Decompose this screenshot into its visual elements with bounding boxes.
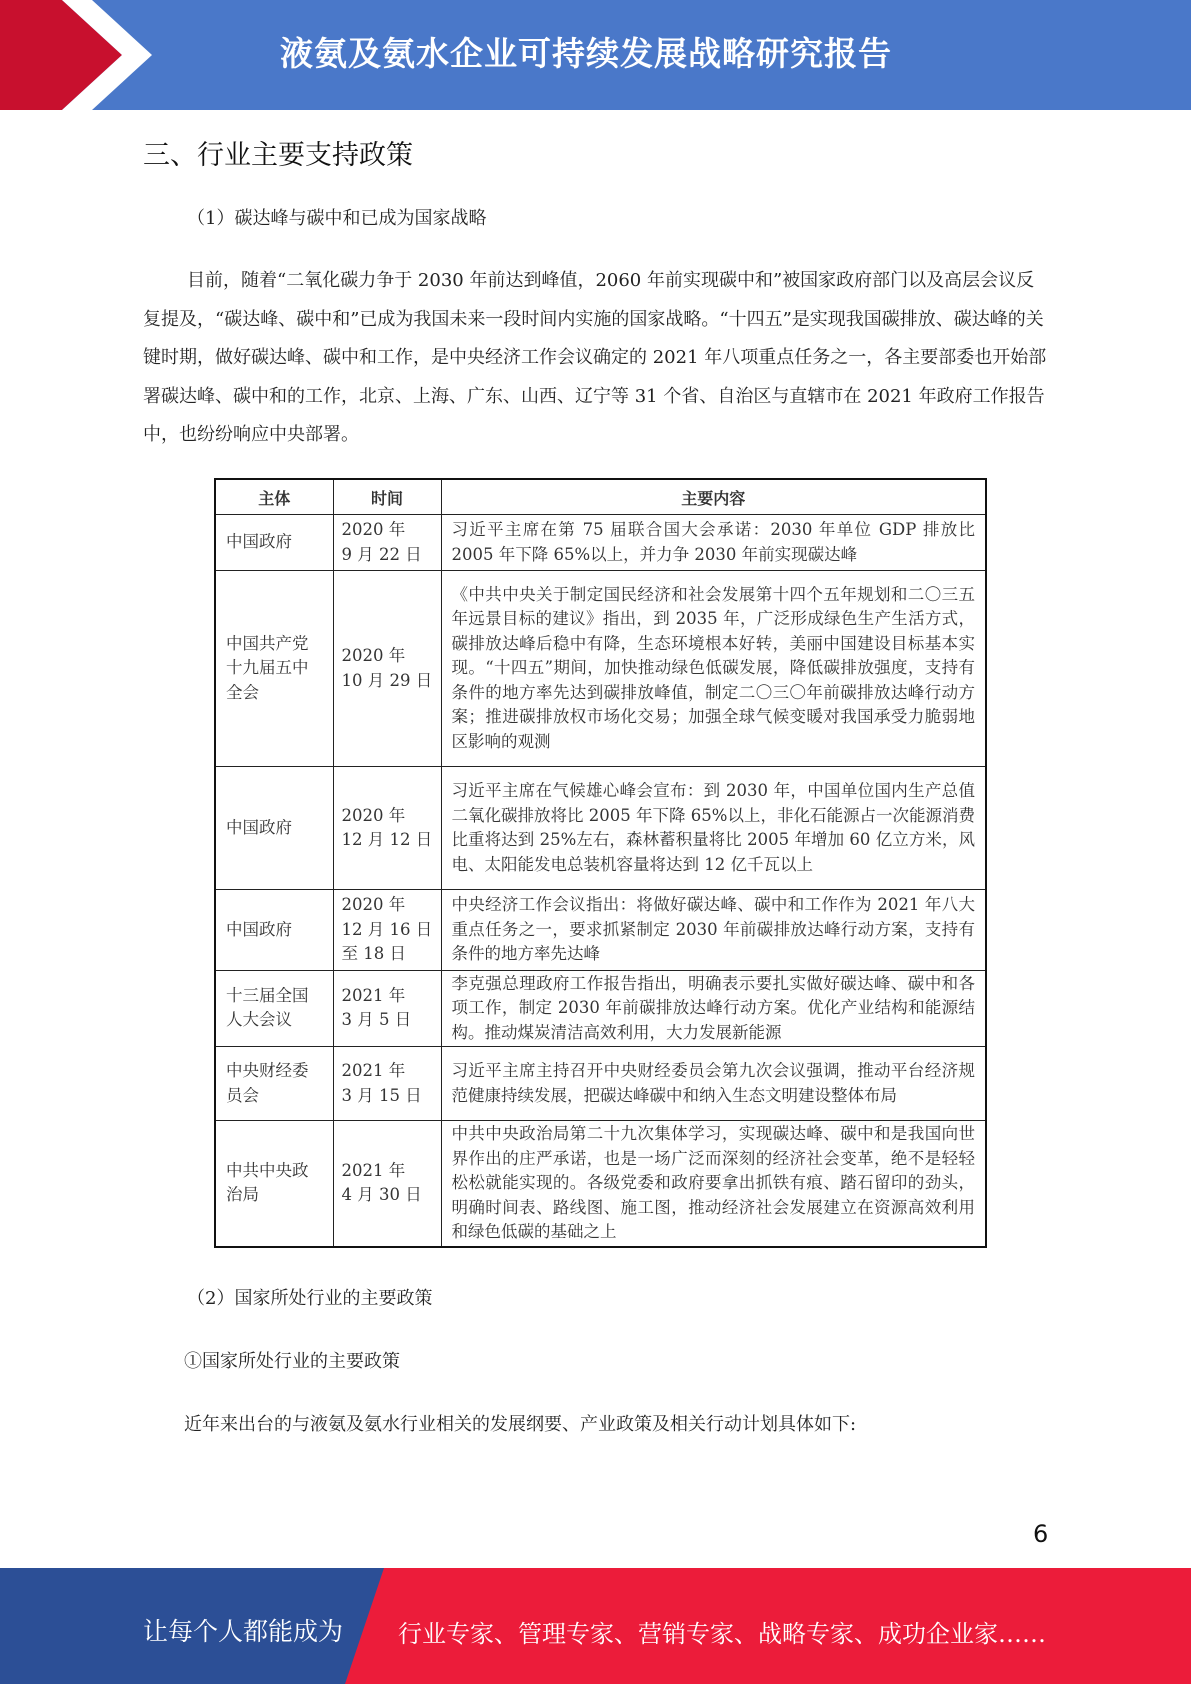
subsection-heading-2: （2）国家所处行业的主要政策 (187, 1288, 433, 1309)
cell-date: 2020 年 10 月 29 日 (333, 571, 441, 767)
footer-slogan-left: 让每个人都能成为 (143, 1617, 344, 1646)
header-date: 时间 (333, 479, 441, 515)
table-row (215, 890, 986, 971)
table-row (215, 1121, 986, 1247)
cell-date: 2021 年 4 月 30 日 (333, 1121, 441, 1247)
cell-content: 李克强总理政府工作报告指出，明确表示要扎实做好碳达峰、碳中和各项工作，制定 2030 年前碳排放达峰行动方案。优化产业结构和能源结构。推动煤炭清洁高效利用，大力发展新能源 (441, 970, 986, 1047)
policy-intro-text: 近年来出台的与液氨及氨水行业相关的发展纲要、产业政策及相关行动计划具体如下: (184, 1414, 857, 1435)
header-title: 液氨及氨水企业可持续发展战略研究报告 (280, 34, 892, 73)
subsection-heading-2-1: ①国家所处行业的主要政策 (184, 1351, 400, 1372)
cell-date: 2020 年 12 月 16 日 至 18 日 (333, 890, 441, 971)
paragraph-text: 目前，随着“二氧化碳力争于 2030 年前达到峰值，2060 年前实现碳中和”被国家政府部门以及高层会议反复提及，“碳达峰、碳中和”已成为我国未来一段时间内实施的国家战略。“十四五”是实现我国碳排放、碳达峰的关键时期，做好碳达峰、碳中和工作，是中央经济工作会议确定的 2021 年八项重点任务之一，各主要部委也开始部署碳达峰、碳中和的工作，北京、上海、广东、山西、辽宁等 31 个省、自治区与直辖市在 2021 年政府工作报告中，也纷纷响应中央部署。 (143, 270, 1047, 445)
cell-content: 习近平主席在第 75 届联合国大会承诺：2030 年单位 GDP 排放比 2005 年下降 65%以上，并力争 2030 年前实现碳达峰 (441, 515, 986, 571)
table-row (215, 767, 986, 890)
page-header (0, 0, 1191, 110)
cell-subject: 中国政府 (215, 767, 333, 890)
cell-subject: 中共中央政治局 (215, 1121, 333, 1247)
cell-subject: 中国政府 (215, 890, 333, 971)
cell-date: 2021 年 3 月 5 日 (333, 970, 441, 1047)
table-row (215, 571, 986, 767)
table-row (215, 515, 986, 571)
cell-subject: 十三届全国人大会议 (215, 970, 333, 1047)
cell-content: 习近平主席主持召开中央财经委员会第九次会议强调，推动平台经济规范健康持续发展，把碳达峰碳中和纳入生态文明建设整体布局 (441, 1047, 986, 1121)
cell-subject: 中央财经委员会 (215, 1047, 333, 1121)
subsection-heading-1: （1）碳达峰与碳中和已成为国家战略 (187, 208, 487, 229)
intro-paragraph (143, 262, 1048, 455)
footer-slogan-right: 行业专家、管理专家、营销专家、战略专家、成功企业家…… (398, 1620, 1046, 1648)
cell-content: 中共中央政治局第二十九次集体学习，实现碳达峰、碳中和是我国向世界作出的庄严承诺，也是一场广泛而深刻的经济社会变革，绝不是轻轻松松就能实现的。各级党委和政府要拿出抓铁有痕、踏石留印的劲头，明确时间表、路线图、施工图，推动经济社会发展建立在资源高效利用和绿色低碳的基础之上 (441, 1121, 986, 1247)
cell-subject: 中国共产党十九届五中全会 (215, 571, 333, 767)
cell-content: 《中共中央关于制定国民经济和社会发展第十四个五年规划和二〇三五年远景目标的建议》指出，到 2035 年，广泛形成绿色生产生活方式，碳排放达峰后稳中有降，生态环境根本好转，美丽中国建设目标基本实现。“十四五”期间，加快推动绿色低碳发展，降低碳排放强度，支持有条件的地方率先达到碳排放峰值，制定二〇三〇年前碳排放达峰行动方案；推进碳排放权市场化交易；加强全球气候变暖对我国承受力脆弱地区影响的观测 (441, 571, 986, 767)
table-row (215, 1047, 986, 1121)
cell-subject: 中国政府 (215, 515, 333, 571)
cell-date: 2020 年 12 月 12 日 (333, 767, 441, 890)
page-footer (0, 1568, 1191, 1684)
policy-table (214, 478, 987, 1248)
cell-date: 2020 年 9 月 22 日 (333, 515, 441, 571)
cell-date: 2021 年 3 月 15 日 (333, 1047, 441, 1121)
table-row (215, 970, 986, 1047)
cell-content: 习近平主席在气候雄心峰会宣布：到 2030 年，中国单位国内生产总值二氧化碳排放将比 2005 年下降 65%以上，非化石能源占一次能源消费比重将达到 25%左右，森林蓄积量将比 2005 年增加 60 亿立方米，风电、太阳能发电总装机容量将达到 12 亿千瓦以上 (441, 767, 986, 890)
page-number: 6 (1033, 1520, 1049, 1548)
cell-content: 中央经济工作会议指出：将做好碳达峰、碳中和工作作为 2021 年八大重点任务之一，要求抓紧制定 2030 年前碳排放达峰行动方案，支持有条件的地方率先达峰 (441, 890, 986, 971)
table-header-row (215, 479, 986, 515)
section-title: 三、行业主要支持政策 (143, 140, 413, 171)
header-subject: 主体 (215, 479, 333, 515)
header-content: 主要内容 (441, 479, 986, 515)
